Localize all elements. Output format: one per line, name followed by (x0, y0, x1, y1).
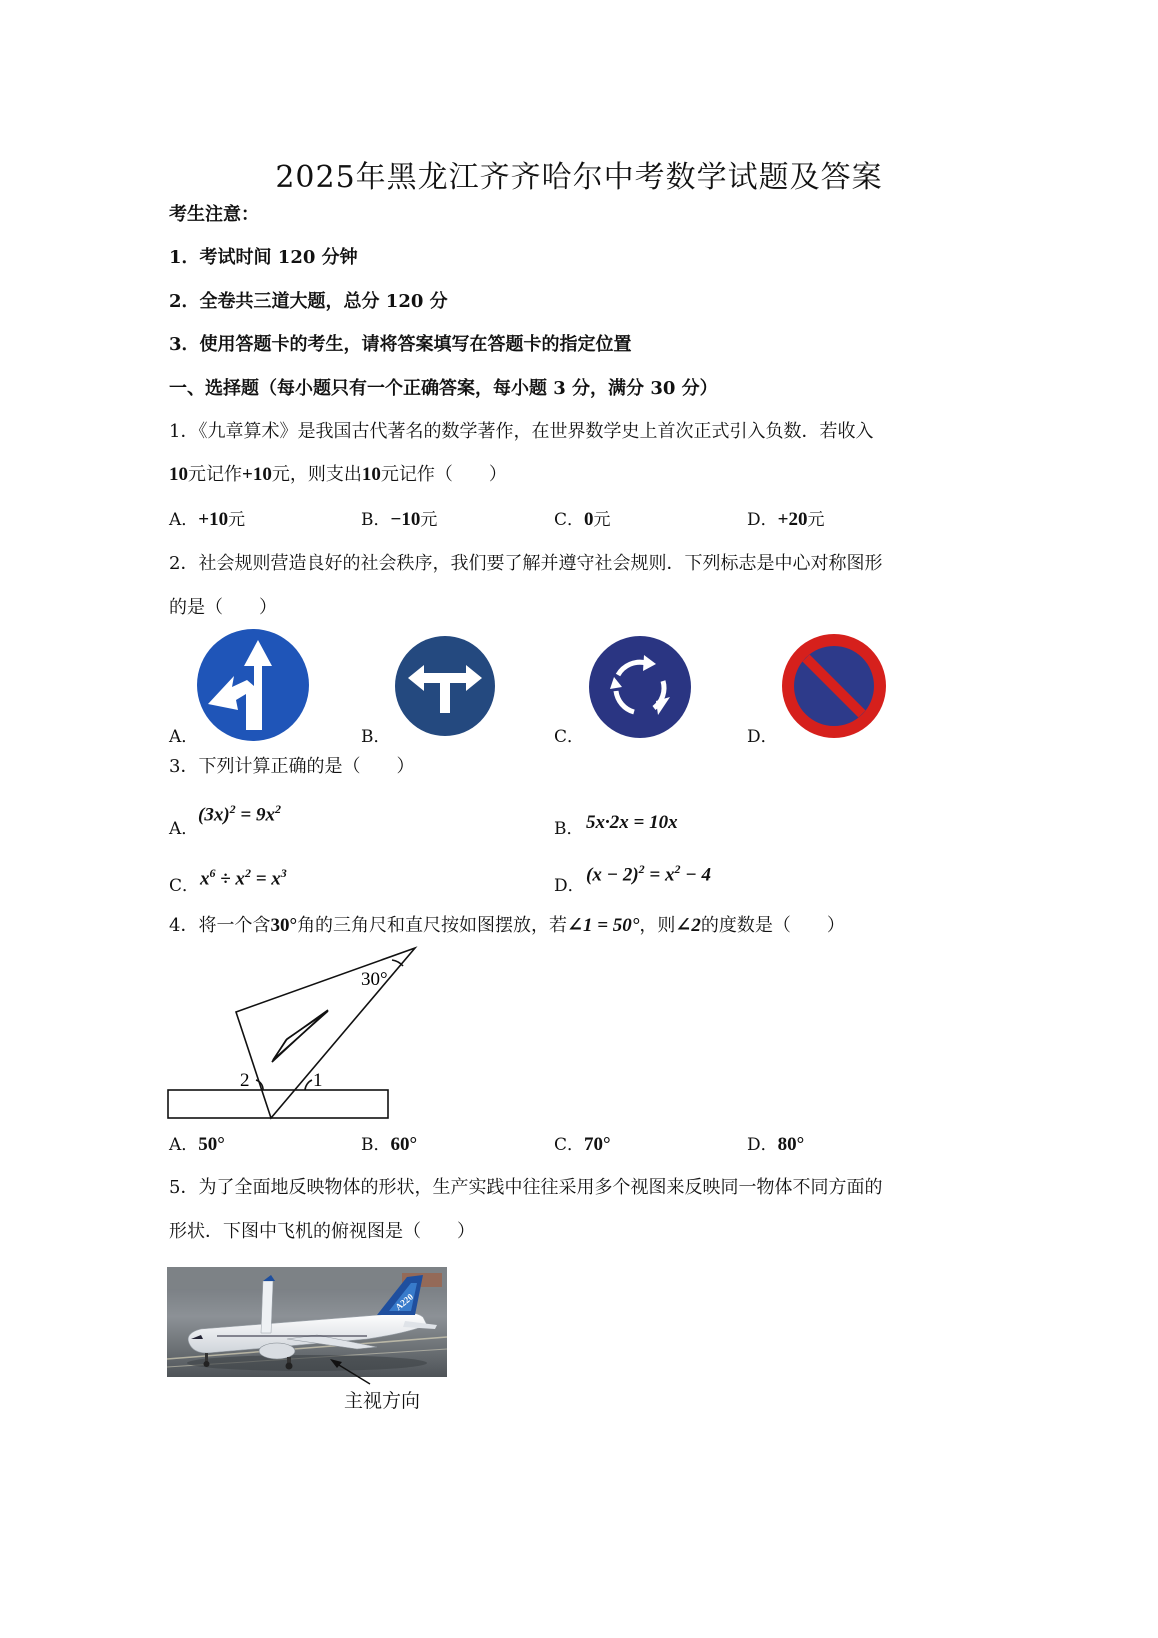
notice-item: 2．全卷共三道大题，总分 120 分 (169, 291, 448, 312)
notice-item: 1．考试时间 120 分钟 (169, 247, 358, 268)
option-value: 0 (584, 509, 594, 530)
q3-option-b-letter[interactable]: B． (554, 819, 584, 839)
q4-option-b[interactable] (361, 1134, 417, 1156)
q1-expense-value: 10 (361, 464, 381, 485)
q4-text: 4．将一个含 (169, 915, 271, 936)
option-value: 70° (584, 1134, 611, 1155)
notice-item: 3．使用答题卡的考生，请将答案填写在答题卡的指定位置 (169, 334, 632, 355)
notice-heading: 考生注意： (169, 204, 259, 225)
q4-angle-condition: ∠1 = 50° (567, 915, 640, 936)
q4-stem (169, 915, 845, 937)
option-value: +10 (198, 509, 229, 530)
q1-stem-line1: 1．《九章算术》是我国古代著名的数学著作，在世界数学史上首次正式引入负数．若收入 (169, 421, 874, 442)
option-unit: 元 (420, 510, 438, 530)
option-letter: C． (554, 510, 585, 530)
straight-or-left-sign-icon[interactable] (196, 628, 310, 742)
q1-option-a[interactable] (169, 509, 245, 531)
option-unit: 元 (228, 510, 246, 530)
q5-stem-line1: 5．为了全面地反映物体的形状，生产实践中往往采用多个视图来反映同一物体不同方面的 (169, 1177, 883, 1198)
view-direction-caption: 主视方向 (344, 1390, 421, 1412)
q3-option-d-formula[interactable]: $(x - 2)^2 = x^2 - 4$ (586, 862, 712, 886)
option-letter: A． (169, 510, 199, 530)
q3-option-b-formula[interactable]: 5x·2x = 10x (586, 812, 678, 833)
q1-option-d[interactable] (747, 509, 824, 531)
q4-option-c[interactable] (554, 1134, 611, 1156)
q3-option-a-formula[interactable]: $(3x)^2 = 9x^2$ (198, 802, 281, 826)
option-value: 60° (390, 1134, 418, 1155)
option-letter: C． (554, 1135, 585, 1155)
q4-text: ，则 (639, 915, 676, 936)
q1-text: 元，则支出 (271, 464, 362, 485)
label-angle-2: 2 (240, 1070, 250, 1091)
q4-text: 的度数是（ ） (700, 915, 845, 936)
q1-option-b[interactable] (361, 509, 437, 531)
ruler (168, 1090, 388, 1118)
option-value: 80° (777, 1134, 805, 1155)
q4-option-a[interactable] (169, 1134, 225, 1156)
q2-stem-line2: 的是（ ） (169, 597, 277, 618)
q3-option-a-letter[interactable]: A． (169, 819, 199, 839)
q4-angle-2: ∠2 (675, 915, 701, 936)
option-value: +20 (777, 509, 808, 530)
q4-angle-30: 30° (270, 915, 298, 936)
option-unit: 元 (593, 510, 611, 530)
q5-stem-line2: 形状．下图中飞机的俯视图是（ ） (169, 1221, 475, 1242)
label-30-degree: 30° (361, 969, 388, 990)
tail-text: A220 (393, 1291, 416, 1313)
q1-stem-line2 (169, 464, 507, 486)
option-letter: B． (361, 1135, 391, 1155)
q2-option-b-letter[interactable]: B． (361, 727, 391, 747)
option-value: −10 (390, 509, 421, 530)
page-title: 2025年黑龙江齐齐哈尔中考数学试题及答案 (275, 160, 883, 195)
angle-1-arc (305, 1080, 312, 1090)
view-direction-arrow-icon (326, 1356, 376, 1388)
triangle-ruler-figure (160, 940, 430, 1125)
option-unit: 元 (807, 510, 825, 530)
option-value: 50° (198, 1134, 225, 1155)
option-letter: A． (169, 1135, 199, 1155)
q1-record-value: +10 (242, 464, 272, 485)
q2-option-a-letter[interactable]: A． (169, 727, 199, 747)
q2-stem-line1: 2．社会规则营造良好的社会秩序，我们要了解并遵守社会规则．下列标志是中心对称图形 (169, 553, 883, 574)
option-letter: D． (747, 510, 778, 530)
q1-option-c[interactable] (554, 509, 611, 531)
airplane-photo (167, 1267, 447, 1377)
q3-option-c-formula[interactable]: $x^6 \div x^2 = x^3$ (200, 866, 287, 890)
q3-option-d-letter[interactable]: D． (554, 876, 585, 896)
turn-left-or-right-sign-icon[interactable] (390, 631, 500, 741)
label-angle-1: 1 (313, 1070, 323, 1091)
option-letter: B． (361, 510, 391, 530)
q2-option-d-letter[interactable]: D． (747, 727, 778, 747)
section-heading: 一、选择题（每小题只有一个正确答案，每小题 3 分，满分 30 分） (169, 378, 718, 399)
roundabout-sign-icon[interactable] (584, 631, 696, 743)
q1-text: 元记作（ ） (380, 464, 507, 485)
q4-option-d[interactable] (747, 1134, 804, 1156)
q1-text: 元记作 (188, 464, 242, 485)
q2-option-c-letter[interactable]: C． (554, 727, 585, 747)
q3-stem: 3．下列计算正确的是（ ） (169, 756, 415, 777)
option-letter: D． (747, 1135, 778, 1155)
q4-text: 角的三角尺和直尺按如图摆放，若 (297, 915, 568, 936)
q3-option-c-letter[interactable]: C． (169, 876, 200, 896)
q1-income-value: 10 (169, 464, 188, 485)
no-parking-sign-icon[interactable] (781, 633, 887, 739)
